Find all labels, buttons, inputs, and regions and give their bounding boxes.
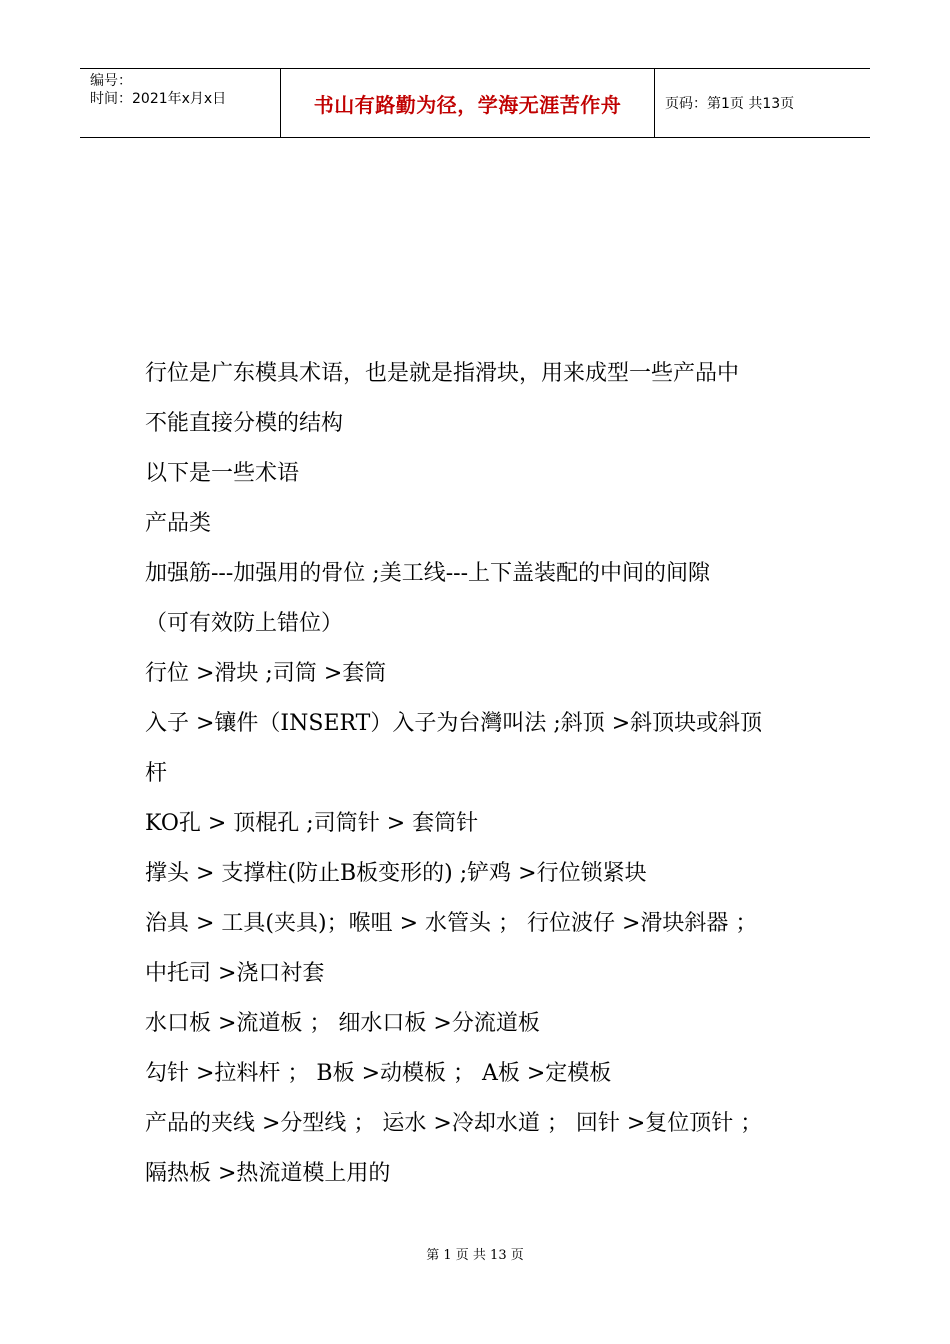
document-header [80, 68, 870, 138]
body-line: 不能直接分模的结构 [145, 411, 344, 436]
section-heading: 产品类 [145, 511, 212, 536]
body-line: 产品的夹线 >分型线 ； 运水 >冷却水道 ； 回针 >复位顶针 ； [145, 1111, 763, 1136]
document-number-label: 编号： [90, 73, 132, 89]
body-line: 中托司 >浇口衬套 [145, 961, 325, 986]
document-date: 时间：2021年x月x日 [90, 91, 227, 107]
body-line: 加强筋---加强用的骨位 ;美工线---上下盖装配的中间的间隙 [145, 561, 711, 586]
header-meta [80, 69, 281, 137]
body-line: 杆 [145, 761, 168, 786]
body-line: KO孔 > 顶棍孔 ;司筒针 > 套筒针 [145, 811, 479, 836]
body-line: 隔热板 >热流道模上用的 [145, 1161, 391, 1186]
body-line: （可有效防上错位） [145, 611, 344, 636]
document-body [145, 349, 810, 1199]
body-line: 勾针 >拉料杆 ； B板 >动模板 ； A板 >定模板 [145, 1061, 612, 1086]
body-line: 入子 >镶件（INSERT）入子为台灣叫法 ;斜顶 >斜顶块或斜顶 [145, 711, 763, 736]
body-line: 行位 >滑块 ;司筒 >套筒 [145, 661, 387, 686]
body-line: 以下是一些术语 [145, 461, 300, 486]
body-line: 行位是广东模具术语，也是就是指滑块，用来成型一些产品中 [145, 361, 740, 386]
page-footer: 第 1 页 共 13 页 [426, 1248, 524, 1263]
body-line: 撑头 > 支撑柱(防止B板变形的) ;铲鸡 >行位锁紧块 [145, 861, 647, 886]
header-motto: 书山有路勤为径，学海无涯苦作舟 [281, 69, 655, 137]
body-line: 治具 > 工具(夹具)；喉咀 > 水管头 ； 行位波仔 >滑块斜器 ； [145, 911, 758, 936]
header-page-info: 页码：第1页 共13页 [665, 96, 795, 112]
body-line: 水口板 >流道板 ； 细水口板 >分流道板 [145, 1011, 540, 1036]
